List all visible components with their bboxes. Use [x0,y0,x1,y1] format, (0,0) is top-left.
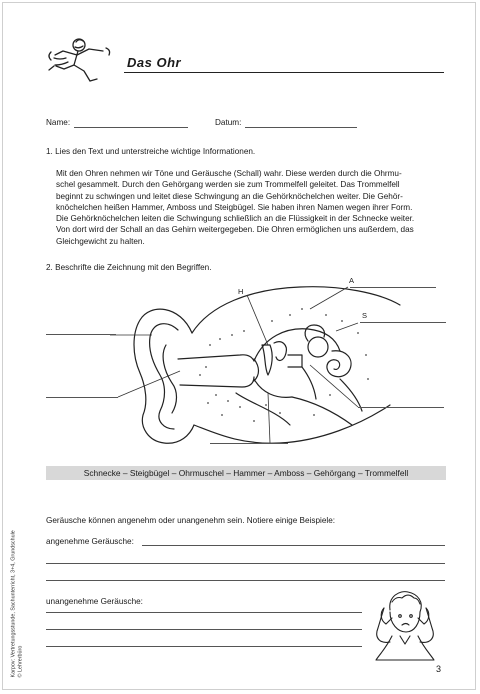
unpleasant-line-3[interactable] [46,646,362,647]
sidebar-line: © Lehrerbüro [17,645,23,678]
running-figure-icon [46,36,116,84]
unpleasant-line-1[interactable] [46,612,362,613]
task3-intro: Geräusche können angenehm oder unangenehm sein. Notiere einige Beispiele: [46,516,336,525]
unpleasant-label: unangenehme Geräusche: [46,597,143,606]
answer-line-left-top[interactable] [46,334,116,335]
sidebar-line: Karpov: Vertretungsstunde, Sachunterricht, 3+4, Grundschule [10,530,17,678]
page-number: 3 [436,664,442,674]
text-line: Von dort wird der Schall an das Gehirn weitergegeben. Die Ohren ermöglichen uns außerdem, das [56,225,414,235]
pleasant-line-3[interactable] [46,580,445,581]
task2-heading: 2. Beschrifte die Zeichnung mit den Begriffen. [46,263,212,272]
diagram-label-s: S [362,311,368,320]
diagram-label-a: A [349,276,355,285]
answer-line-right[interactable] [358,407,444,408]
date-field[interactable] [245,127,357,128]
pleasant-line-1[interactable] [142,545,445,546]
page-title: Das Ohr [127,55,182,70]
answer-line-a[interactable] [350,287,436,288]
task1-heading: 1. Lies den Text und unterstreiche wichtige Informationen. [46,147,256,156]
text-line: beginnt zu schwingen und leitet diese Schwingung an die Gehörknöchelchen weiter. Die Gehör- [56,191,403,201]
text-line: Gleichgewicht zu halten. [56,236,145,246]
pleasant-label: angenehme Geräusche: [46,537,134,546]
diagram-label-h: H [238,287,244,296]
answer-line-bottom[interactable] [210,443,288,444]
task1-text [56,168,452,247]
ear-diagram [40,275,460,455]
text-line: Mit den Ohren nehmen wir Töne und Geräusche (Schall) wahr. Diese werden durch die Ohrmu- [56,169,402,178]
title-underline [124,72,444,73]
name-label: Name: [46,118,71,127]
pleasant-line-2[interactable] [46,563,445,564]
answer-line-left-bottom[interactable] [46,397,118,398]
answer-line-s[interactable] [360,322,446,323]
copyright-sidebar [11,528,24,678]
word-bank: Schnecke – Steigbügel – Ohrmuschel – Hammer – Amboss – Gehörgang – Trommelfell [46,466,446,480]
text-line: schel gesammelt. Durch den Gehörgang werden sie zum Trommelfell geleitet. Das Trommelfell [56,180,400,190]
text-line: Die Gehörknöchelchen leiten die Schwingung schließlich an die Flüssigkeit in der Schnecke weiter. [56,214,415,224]
child-covering-ears-icon [370,588,440,664]
unpleasant-line-2[interactable] [46,629,362,630]
text-line: knöchelchen heißen Hammer, Amboss und Steigbügel. Sie haben ihren Namen wegen ihrer Form. [56,202,413,212]
name-field[interactable] [74,127,188,128]
date-label: Datum: [215,118,242,127]
